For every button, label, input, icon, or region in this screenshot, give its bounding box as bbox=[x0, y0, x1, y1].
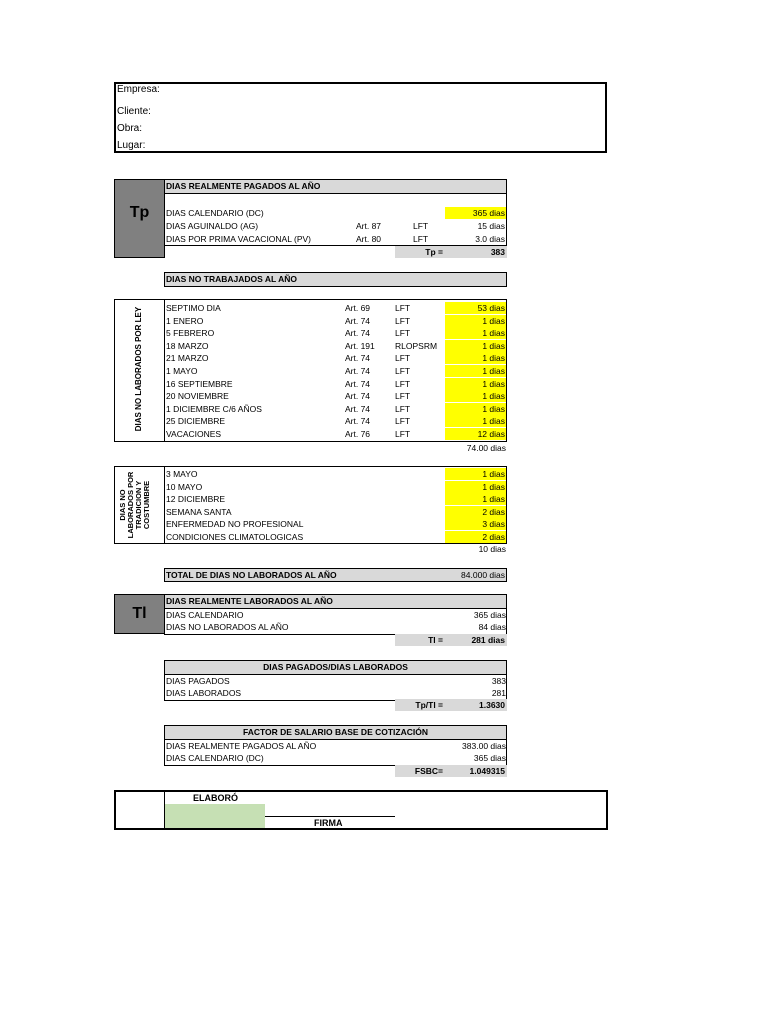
costumbre-label-line3: TRADICION Y bbox=[134, 480, 143, 530]
fsbc-row-value: 383.00 dias bbox=[462, 741, 506, 751]
costumbre-label-line1: DIAS NO bbox=[118, 489, 127, 521]
ratio-row-value: 281 bbox=[491, 688, 506, 698]
tp-row-article: Art. 80 bbox=[356, 234, 382, 244]
ley-row-law: LFT bbox=[395, 366, 411, 376]
signature-line bbox=[265, 816, 395, 817]
ley-row-value: 1 dias bbox=[445, 352, 506, 364]
tp-row-value: 365 dias bbox=[445, 207, 506, 219]
total-no-laborados-label: TOTAL DE DIAS NO LABORADOS AL AÑO bbox=[166, 570, 337, 580]
costumbre-label-line2: LABORADOS POR bbox=[126, 471, 135, 539]
costumbre-row-value: 3 dias bbox=[445, 518, 506, 530]
costumbre-side-label bbox=[118, 466, 151, 544]
costumbre-row-label: 10 MAYO bbox=[166, 481, 203, 492]
costumbre-row-label: 12 DICIEMBRE bbox=[166, 494, 226, 505]
total-no-laborados-value: 84.000 dias bbox=[461, 570, 505, 580]
costumbre-row-value: 1 dias bbox=[445, 493, 506, 505]
costumbre-row-value: 1 dias bbox=[445, 481, 506, 493]
ley-row-law: LFT bbox=[395, 328, 411, 339]
tl-row-value: 365 dias bbox=[473, 610, 506, 620]
lugar-label: Lugar: bbox=[117, 140, 146, 151]
ley-row-article: Art. 76 bbox=[345, 429, 371, 439]
fsbc-total-label: FSBC= bbox=[414, 766, 443, 776]
obra-label: Obra: bbox=[117, 123, 143, 134]
costumbre-row-value: 2 dias bbox=[445, 531, 506, 543]
ley-row-article: Art. 69 bbox=[345, 303, 371, 313]
ley-row-article: Art. 74 bbox=[345, 403, 371, 414]
ley-row-article: Art. 74 bbox=[345, 416, 371, 427]
ley-row-label: 1 MAYO bbox=[166, 366, 198, 376]
ratio-total-value: 1.3630 bbox=[479, 700, 505, 710]
ley-row-article: Art. 74 bbox=[345, 391, 371, 402]
tp-symbol: Tp bbox=[129, 204, 150, 221]
fsbc-row-label: DIAS CALENDARIO (DC) bbox=[166, 753, 264, 763]
tl-row-label: DIAS NO LABORADOS AL AÑO bbox=[166, 622, 289, 632]
tl-row-label: DIAS CALENDARIO bbox=[166, 610, 244, 620]
ley-row-label: 25 DICIEMBRE bbox=[166, 416, 226, 427]
tl-symbol-cell bbox=[114, 594, 165, 634]
ley-row-law: LFT bbox=[395, 416, 411, 427]
ley-row-value: 1 dias bbox=[445, 327, 506, 339]
fsbc-row-label: DIAS REALMENTE PAGADOS AL AÑO bbox=[166, 741, 317, 751]
ley-row-law: LFT bbox=[395, 315, 411, 326]
firma-label: FIRMA bbox=[314, 818, 343, 828]
costumbre-row-label: ENFERMEDAD NO PROFESIONAL bbox=[166, 519, 304, 530]
ley-row-article: Art. 74 bbox=[345, 353, 371, 364]
ley-row-value: 1 dias bbox=[445, 415, 506, 427]
ley-row-law: LFT bbox=[395, 353, 411, 364]
ley-row-law: LFT bbox=[395, 391, 411, 402]
ley-row-label: VACACIONES bbox=[166, 429, 222, 439]
tp-row-label: DIAS CALENDARIO (DC) bbox=[166, 208, 264, 218]
cliente-label: Cliente: bbox=[117, 106, 151, 117]
por-ley-side-label: DIAS NO LABORADOS POR LEY bbox=[134, 306, 143, 432]
ley-row-value: 1 dias bbox=[445, 403, 506, 415]
ley-row-label: 21 MARZO bbox=[166, 353, 209, 364]
costumbre-row-value: 1 dias bbox=[445, 468, 506, 480]
ley-row-article: Art. 74 bbox=[345, 366, 371, 376]
ley-row-label: 20 NOVIEMBRE bbox=[166, 391, 229, 402]
total-no-laborados-bar bbox=[164, 568, 507, 582]
tp-total-label: Tp = bbox=[425, 247, 443, 257]
ley-row-value: 1 dias bbox=[445, 378, 506, 390]
elaboro-label: ELABORÓ bbox=[193, 793, 238, 803]
ley-row-law: LFT bbox=[395, 378, 411, 389]
ley-row-label: 16 SEPTIEMBRE bbox=[166, 378, 233, 389]
fsbc-section-title: FACTOR DE SALARIO BASE DE COTIZACIÓN bbox=[164, 725, 507, 740]
ratio-total-label: Tp/Tl = bbox=[415, 700, 443, 710]
ley-row-article: Art. 191 bbox=[345, 340, 375, 351]
costumbre-row-value: 2 dias bbox=[445, 506, 506, 518]
tp-row-value: 3.0 dias bbox=[475, 234, 505, 244]
company-info-box bbox=[114, 82, 607, 153]
tp-total-value: 383 bbox=[490, 247, 505, 257]
costumbre-row-label: CONDICIONES CLIMATOLOGICAS bbox=[166, 532, 304, 542]
ley-row-value: 12 dias bbox=[445, 428, 506, 440]
ley-row-value: 1 dias bbox=[445, 315, 506, 327]
tp-row-label: DIAS POR PRIMA VACACIONAL (PV) bbox=[166, 234, 312, 244]
ley-row-label: 1 DICIEMBRE C/6 AÑOS bbox=[166, 403, 262, 414]
tl-total-value: 281 dias bbox=[471, 635, 505, 645]
tp-symbol-cell bbox=[114, 179, 165, 258]
no-trabajados-title: DIAS NO TRABAJADOS AL AÑO bbox=[164, 272, 507, 287]
costumbre-row-label: SEMANA SANTA bbox=[166, 506, 232, 517]
ley-row-value: 1 dias bbox=[445, 365, 506, 377]
ley-row-law: LFT bbox=[395, 429, 411, 439]
tp-row-article: Art. 87 bbox=[356, 221, 382, 231]
costumbre-row-label: 3 MAYO bbox=[166, 469, 198, 479]
tp-row-value: 15 dias bbox=[477, 221, 505, 231]
ratio-row-label: DIAS PAGADOS bbox=[166, 676, 230, 686]
por-ley-subtotal: 74.00 dias bbox=[466, 443, 506, 453]
empresa-label: Empresa: bbox=[117, 84, 160, 95]
ley-row-article: Art. 74 bbox=[345, 378, 371, 389]
tp-section-title: DIAS REALMENTE PAGADOS AL AÑO bbox=[164, 179, 507, 194]
tp-row-law: LFT bbox=[413, 221, 429, 231]
ley-row-value: 1 dias bbox=[445, 390, 506, 402]
signature-area[interactable] bbox=[165, 804, 265, 828]
tl-symbol: Tl bbox=[132, 605, 147, 622]
tl-section-title: DIAS REALMENTE LABORADOS AL AÑO bbox=[164, 594, 507, 609]
fsbc-row-value: 365 dias bbox=[473, 753, 506, 763]
ley-row-label: 1 ENERO bbox=[166, 315, 204, 326]
ley-row-label: 5 FEBRERO bbox=[166, 328, 215, 339]
ley-row-article: Art. 74 bbox=[345, 328, 371, 339]
ley-row-label: 18 MARZO bbox=[166, 340, 209, 351]
tp-row-law: LFT bbox=[413, 234, 429, 244]
fsbc-total-value: 1.049315 bbox=[469, 766, 505, 776]
tl-row-value: 84 dias bbox=[478, 622, 506, 632]
ley-row-law: LFT bbox=[395, 303, 411, 313]
ley-row-label: SEPTIMO DIA bbox=[166, 303, 221, 313]
ratio-section-title: DIAS PAGADOS/DIAS LABORADOS bbox=[164, 660, 507, 675]
ley-row-law: LFT bbox=[395, 403, 411, 414]
ratio-row-label: DIAS LABORADOS bbox=[166, 688, 242, 698]
ley-row-article: Art. 74 bbox=[345, 315, 371, 326]
ley-row-law: RLOPSRM bbox=[395, 340, 438, 351]
tp-row-label: DIAS AGUINALDO (AG) bbox=[166, 221, 259, 231]
ley-row-value: 1 dias bbox=[445, 340, 506, 352]
tl-total-label: Tl = bbox=[428, 635, 443, 645]
ley-row-value: 53 dias bbox=[445, 302, 506, 314]
ratio-row-value: 383 bbox=[491, 676, 506, 686]
costumbre-label-line4: COSTUMBRE bbox=[142, 480, 151, 530]
costumbre-subtotal: 10 dias bbox=[478, 544, 506, 554]
